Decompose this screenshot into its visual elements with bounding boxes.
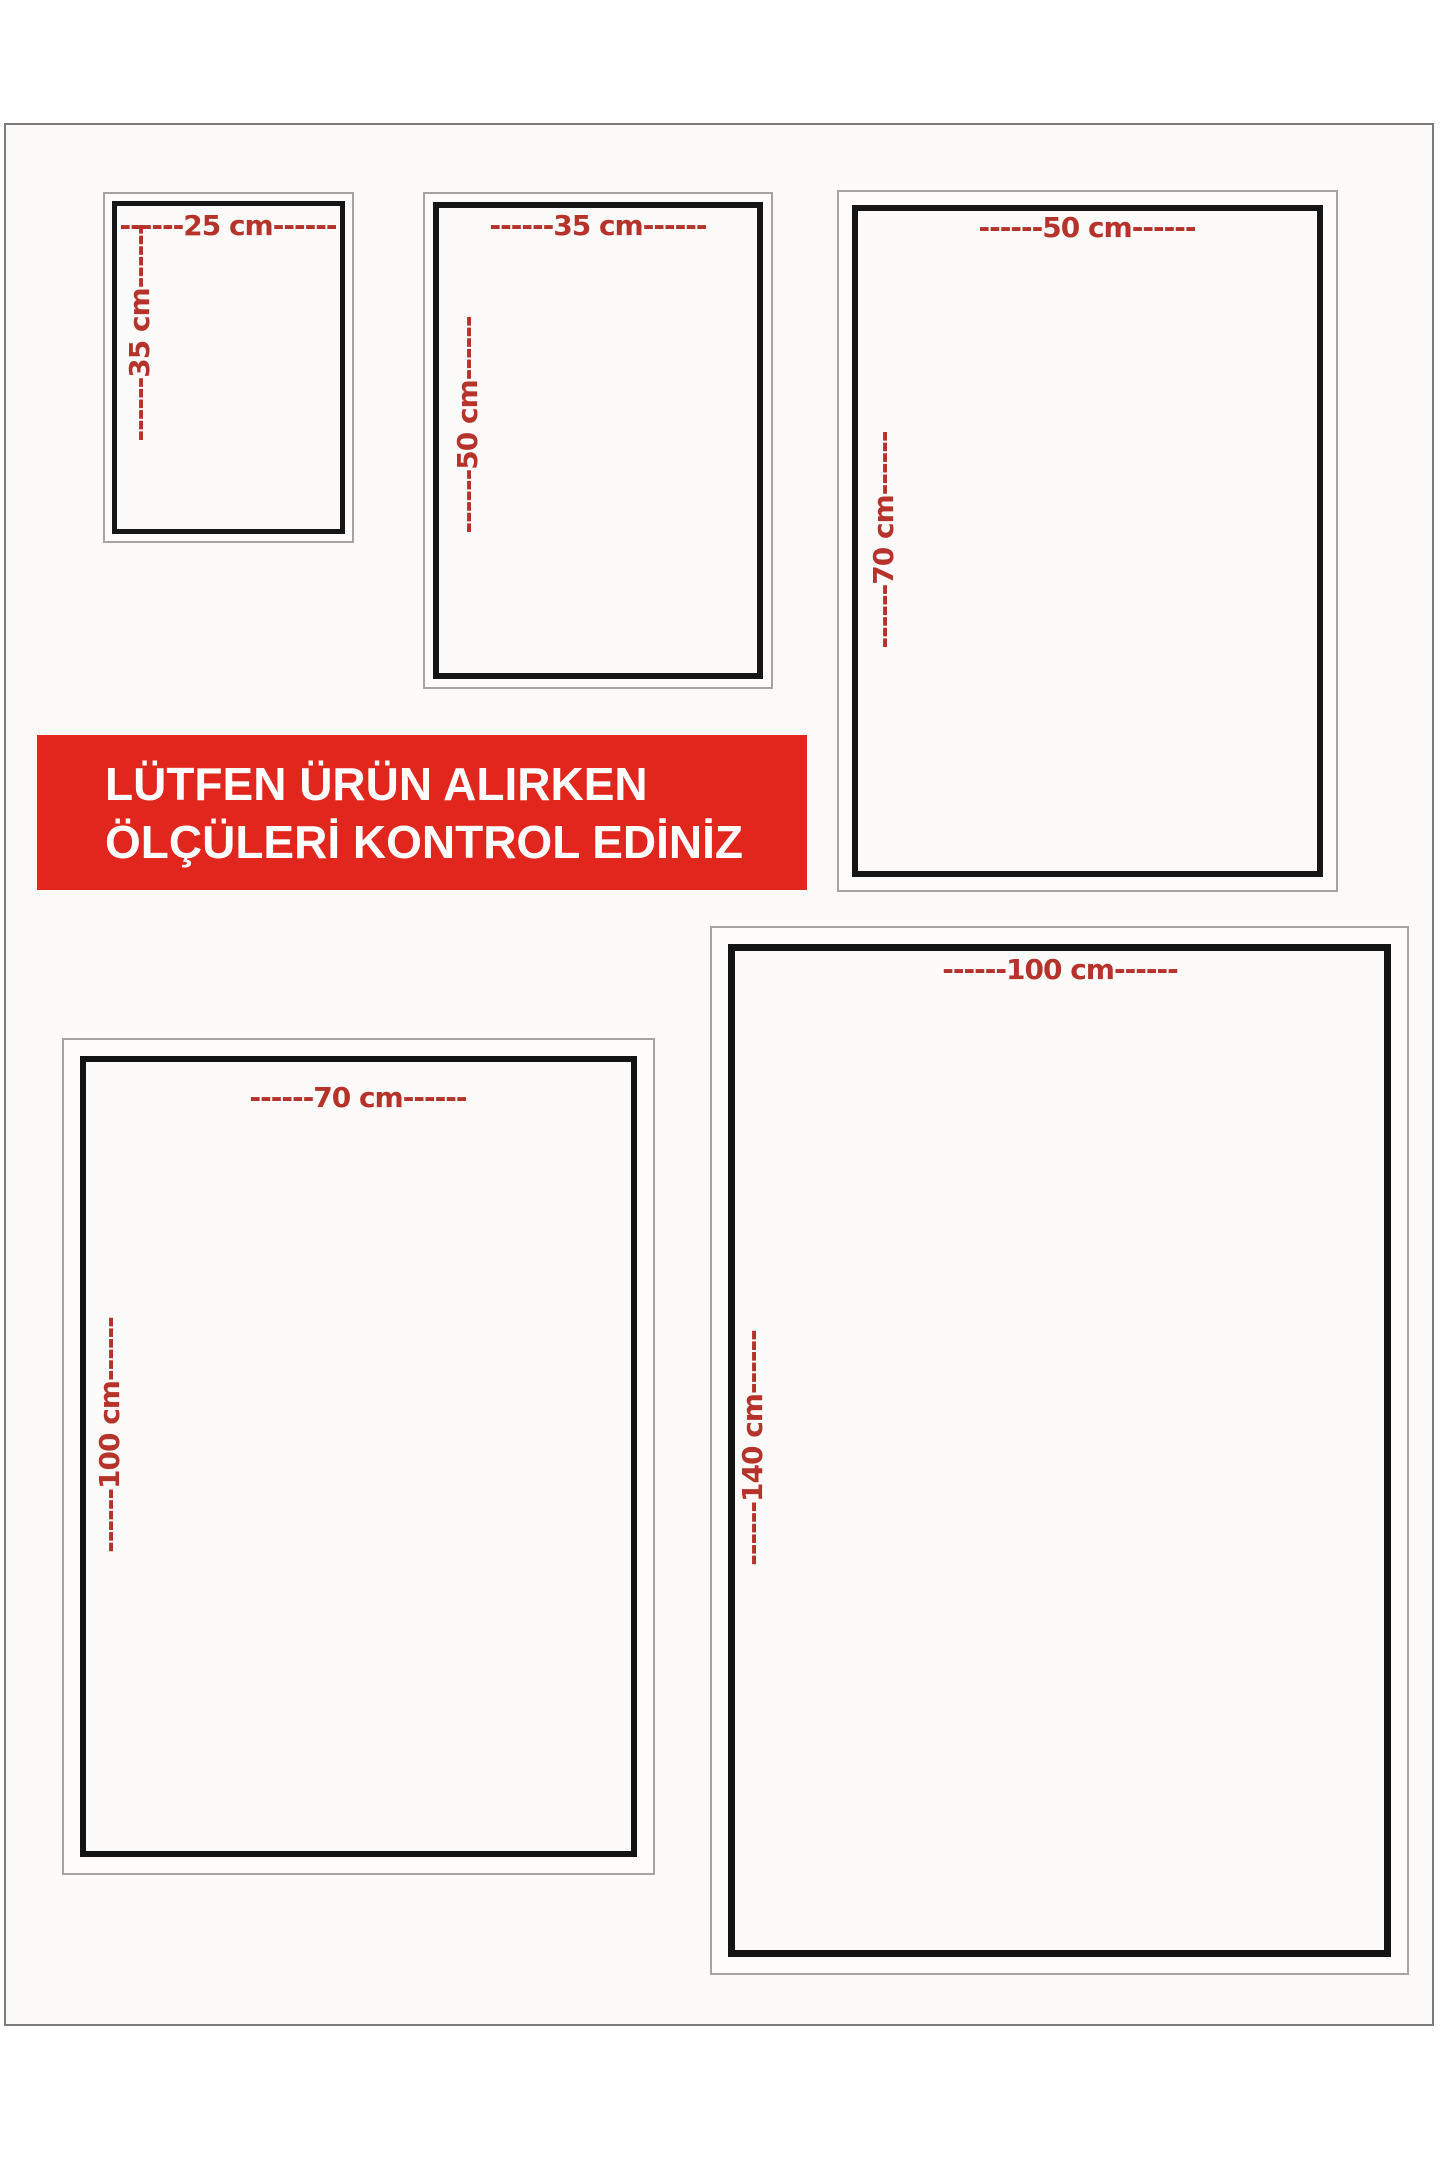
size-box-70x100 [62,1038,655,1875]
size-box-100x140-inner-border [728,944,1391,1957]
width-dimension-label-35cm: ------35 cm------ [489,209,707,242]
height-dimension-label-35cm: ------35 cm------ [123,224,156,442]
height-dimension-label-70cm: ------70 cm------ [867,431,900,649]
width-dimension-label-70cm: ------70 cm------ [249,1081,467,1114]
warning-banner-line-2: ÖLÇÜLERİ KONTROL EDİNİZ [105,815,744,868]
height-dimension-label-50cm: ------50 cm------ [451,316,484,534]
size-box-50x70-inner-border [852,205,1323,877]
size-box-70x100-inner-border [80,1056,637,1857]
size-box-100x140 [710,926,1409,1975]
width-dimension-label-25cm: ------25 cm------ [119,209,337,242]
height-dimension-label-100cm: ------100 cm------ [93,1317,126,1553]
height-dimension-label-140cm: ------140 cm------ [736,1330,769,1566]
width-dimension-label-100cm: ------100 cm------ [942,953,1178,986]
size-box-50x70 [837,190,1338,892]
warning-banner-line-1: LÜTFEN ÜRÜN ALIRKEN [105,757,648,810]
warning-banner [37,735,807,890]
width-dimension-label-50cm: ------50 cm------ [978,211,1196,244]
